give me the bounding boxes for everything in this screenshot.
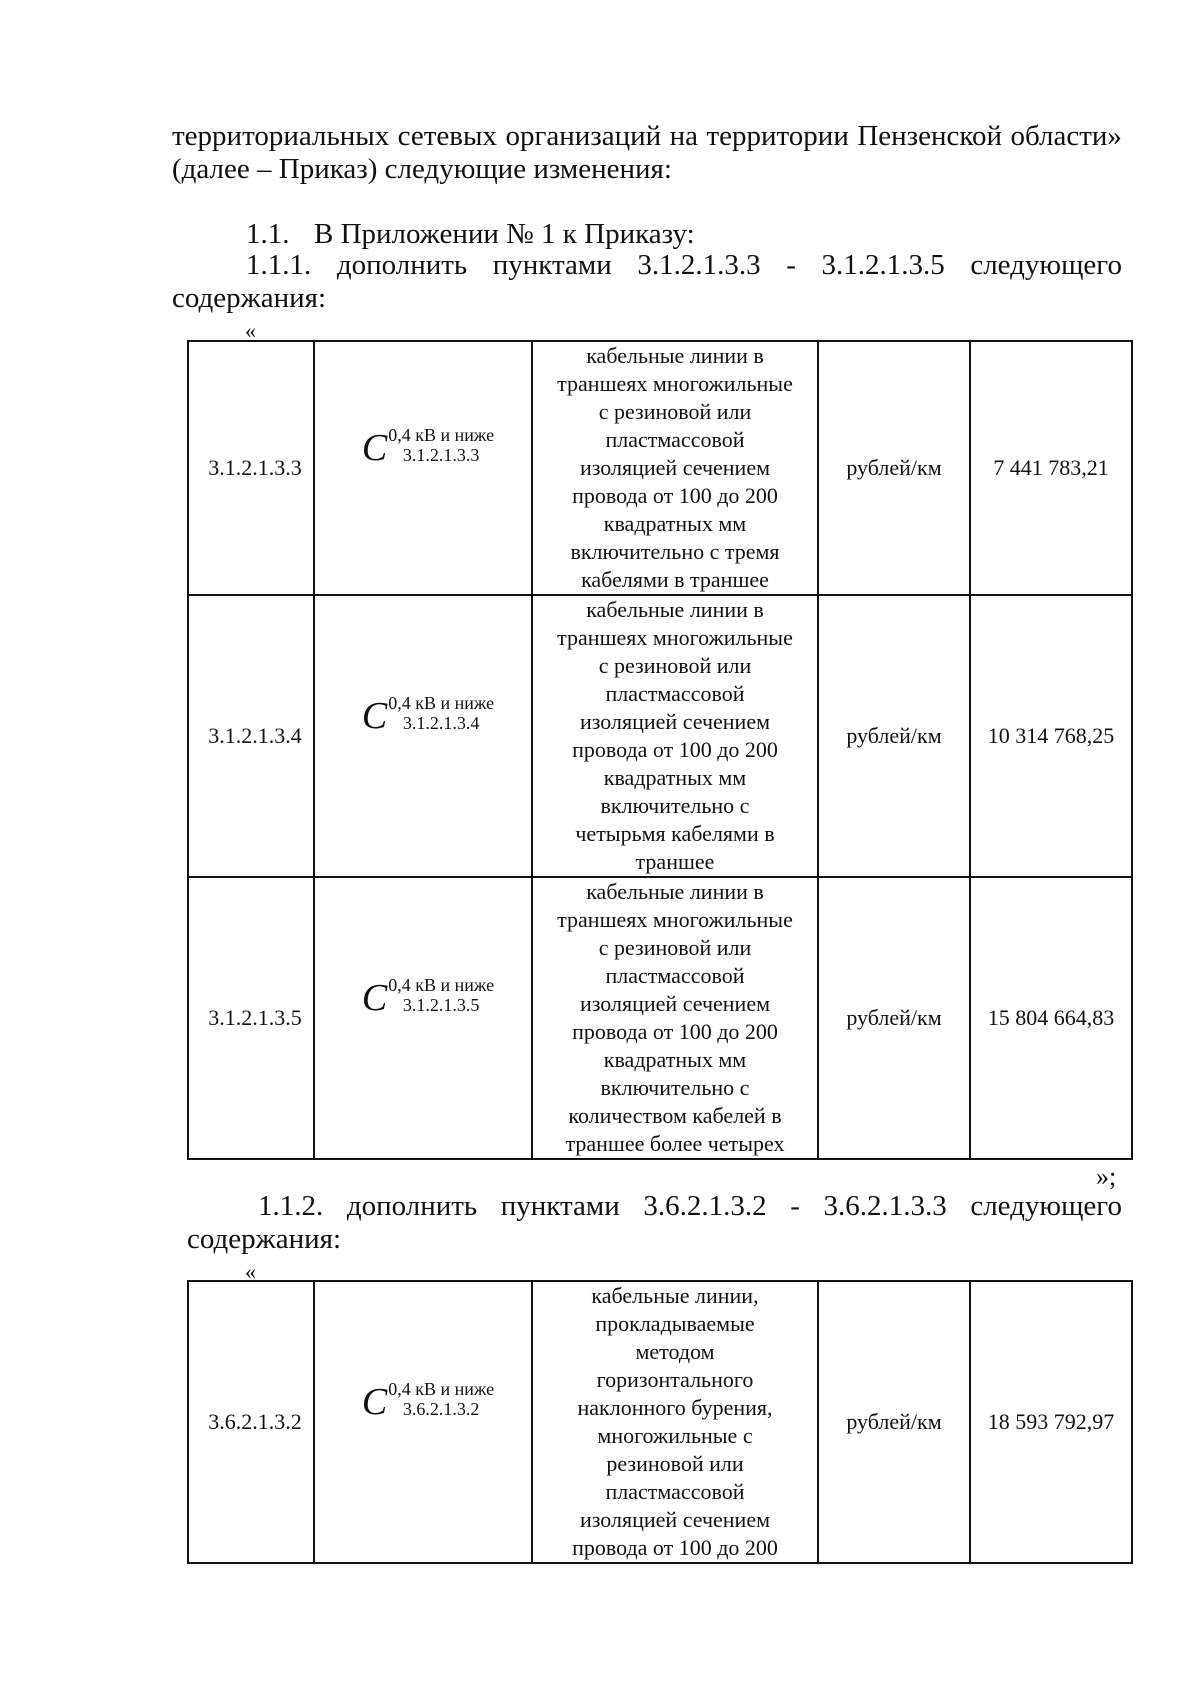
word: сетевых xyxy=(397,120,497,152)
symbol-scripts xyxy=(388,975,494,1015)
symbol-letter: C xyxy=(361,427,388,469)
word: пунктами xyxy=(500,1190,620,1222)
rate-symbol xyxy=(314,595,532,877)
symbol-letter: C xyxy=(361,695,388,737)
formula-symbol xyxy=(362,693,494,735)
word: области» xyxy=(1010,120,1122,152)
row-description: кабельные линии в траншеях многожильные с резиновой или пластмассовой изоляцией сечением провода от 100 до 200 квадратных мм включительно с тремя кабелями в траншее xyxy=(532,341,818,595)
row-code: 3.1.2.1.3.4 xyxy=(188,595,314,877)
word: 1.1.1. xyxy=(246,249,312,281)
table-row xyxy=(188,1281,1132,1563)
word: организаций xyxy=(505,120,662,152)
item-1-1-1-line-1 xyxy=(246,248,1122,282)
open-quote: « xyxy=(245,1259,256,1284)
symbol-scripts xyxy=(388,693,494,733)
formula-symbol xyxy=(362,1379,494,1421)
item-1-1-1-line-2: содержания: xyxy=(172,282,327,314)
symbol-superscript: 0,4 кВ и ниже xyxy=(388,975,495,995)
word: 1.1.2. xyxy=(258,1190,324,1222)
symbol-subscript: 3.6.2.1.3.2 xyxy=(402,1399,480,1419)
symbol-scripts xyxy=(388,1379,494,1419)
word: пунктами xyxy=(492,249,612,281)
row-code: 3.6.2.1.3.2 xyxy=(188,1281,314,1563)
item-1-1-2-line-1 xyxy=(258,1189,1122,1223)
tariff-table-1 xyxy=(187,340,1133,1160)
word: - xyxy=(786,249,796,281)
word: - xyxy=(790,1190,800,1222)
symbol-superscript: 0,4 кВ и ниже xyxy=(388,425,495,445)
word: 3.6.2.1.3.3 xyxy=(823,1190,947,1222)
word: 3.6.2.1.3.2 xyxy=(643,1190,767,1222)
item-1-1-2-line-2: содержания: xyxy=(187,1223,342,1255)
word: 3.1.2.1.3.5 xyxy=(821,249,945,281)
row-value: 15 804 664,83 xyxy=(970,877,1132,1159)
tariff-table-2 xyxy=(187,1280,1133,1564)
row-value: 10 314 768,25 xyxy=(970,595,1132,877)
row-description: кабельные линии, прокладываемые методом горизонтального наклонного бурения, многожильные с резиновой или пластмассовой изоляцией сечением провода от 100 до 200 xyxy=(532,1281,818,1563)
row-code: 3.1.2.1.3.3 xyxy=(188,341,314,595)
symbol-superscript: 0,4 кВ и ниже xyxy=(388,693,495,713)
intro-line-2: (далее – Приказ) следующие изменения: xyxy=(172,153,672,185)
rate-symbol xyxy=(314,1281,532,1563)
row-code: 3.1.2.1.3.5 xyxy=(188,877,314,1159)
row-unit: рублей/км xyxy=(818,1281,970,1563)
row-description: кабельные линии в траншеях многожильные с резиновой или пластмассовой изоляцией сечением провода от 100 до 200 квадратных мм включительно с количеством кабелей в траншее более четырех xyxy=(532,877,818,1159)
word: дополнить xyxy=(346,1190,478,1222)
rate-symbol xyxy=(314,877,532,1159)
symbol-subscript: 3.1.2.1.3.4 xyxy=(402,713,480,733)
table-row xyxy=(188,341,1132,595)
close-quote: »; xyxy=(1096,1162,1117,1191)
word: 3.1.2.1.3.3 xyxy=(637,249,761,281)
symbol-letter: C xyxy=(361,977,388,1019)
section-number: 1.1. xyxy=(246,218,290,250)
symbol-letter: C xyxy=(361,1381,388,1423)
intro-line-1 xyxy=(172,119,1122,153)
word: дополнить xyxy=(336,249,468,281)
formula-symbol xyxy=(362,975,494,1017)
formula-symbol xyxy=(362,425,494,467)
row-value: 7 441 783,21 xyxy=(970,341,1132,595)
symbol-scripts xyxy=(388,425,494,465)
table-row xyxy=(188,877,1132,1159)
word: территории xyxy=(706,120,849,152)
open-quote: « xyxy=(245,318,256,343)
section-heading: В Приложении № 1 к Приказу: xyxy=(314,218,695,250)
row-unit: рублей/км xyxy=(818,877,970,1159)
symbol-subscript: 3.1.2.1.3.3 xyxy=(402,445,480,465)
row-unit: рублей/км xyxy=(818,595,970,877)
row-value: 18 593 792,97 xyxy=(970,1281,1132,1563)
word: Пензенской xyxy=(857,120,1003,152)
symbol-superscript: 0,4 кВ и ниже xyxy=(388,1379,495,1399)
word: территориальных xyxy=(172,120,390,152)
word: следующего xyxy=(970,1190,1122,1222)
table-row xyxy=(188,595,1132,877)
row-unit: рублей/км xyxy=(818,341,970,595)
row-description: кабельные линии в траншеях многожильные с резиновой или пластмассовой изоляцией сечением провода от 100 до 200 квадратных мм включительно с четырьмя кабелями в траншее xyxy=(532,595,818,877)
rate-symbol xyxy=(314,341,532,595)
word: на xyxy=(669,120,698,152)
word: следующего xyxy=(970,249,1122,281)
symbol-subscript: 3.1.2.1.3.5 xyxy=(402,995,480,1015)
